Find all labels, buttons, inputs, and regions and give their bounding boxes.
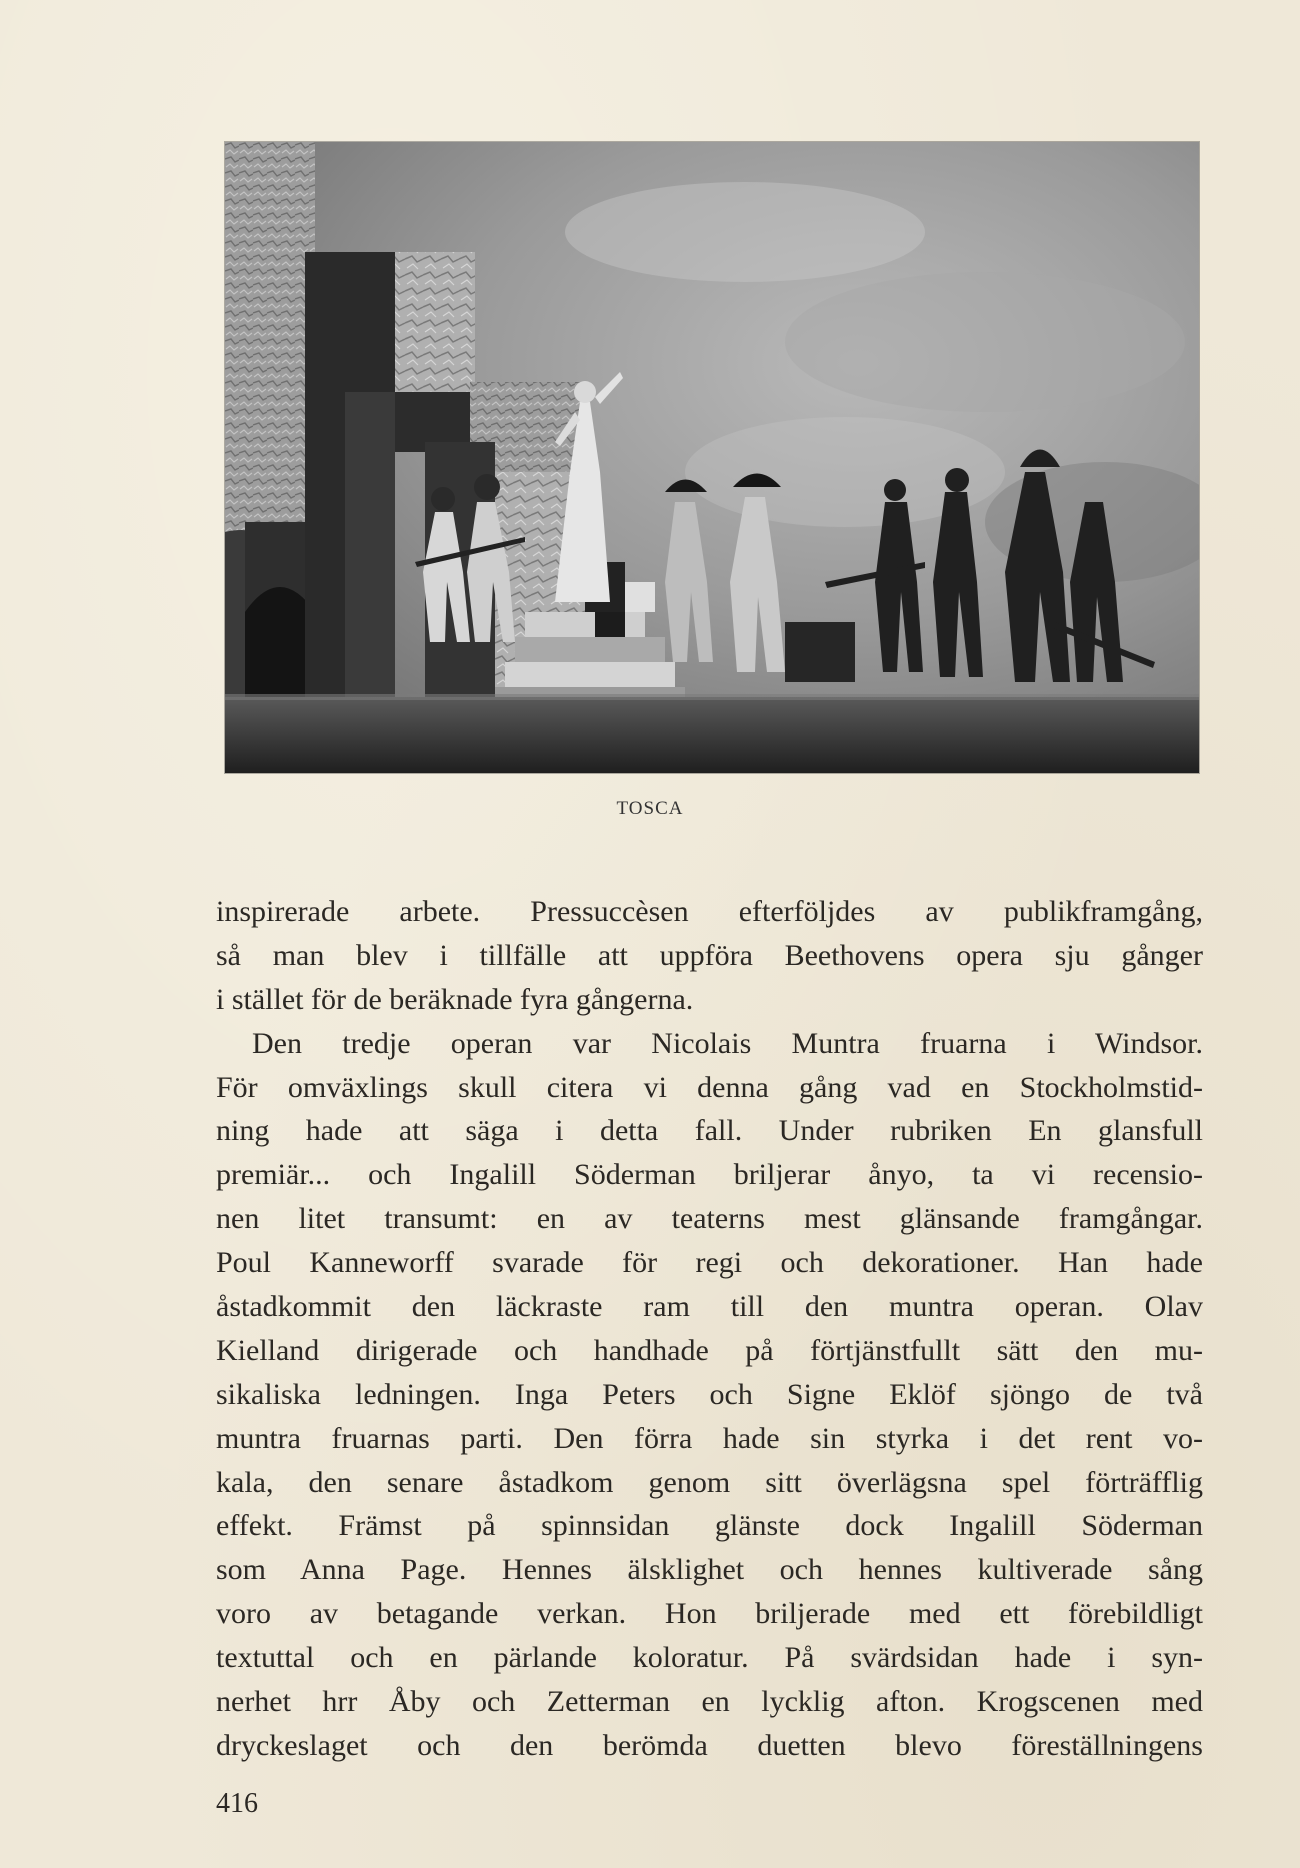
text-line: nerhet hrr Åby och Zetterman en lycklig afton. Krogscenen med	[216, 1685, 1203, 1719]
text-line: ning hade att säga i detta fall. Under rubriken En glansfull	[216, 1114, 1203, 1148]
body-text	[216, 890, 1203, 1768]
text-line: Poul Kanneworff svarade för regi och dekorationer. Han hade	[216, 1246, 1203, 1280]
text-line: effekt. Främst på spinnsidan glänste dock Ingalill Söderman	[216, 1509, 1203, 1543]
text-line: inspirerade arbete. Pressuccèsen efterföljdes av publikframgång,	[216, 895, 1203, 928]
stage-photograph-drawing	[225, 142, 1199, 773]
text-line: muntra fruarnas parti. Den förra hade sin styrka i det rent vo-	[216, 1421, 1203, 1455]
text-line: Den tredje operan var Nicolais Muntra fruarna i Windsor.	[252, 1026, 1203, 1060]
text-line: som Anna Page. Hennes älsklighet och hennes kultiverade sång	[216, 1553, 1203, 1587]
text-line: kala, den senare åstadkom genom sitt överlägsna spel förträfflig	[216, 1465, 1203, 1499]
text-line: voro av betagande verkan. Hon briljerade med ett förebildligt	[216, 1597, 1203, 1631]
text-line: nen litet transumt: en av teaterns mest glänsande framgångar.	[216, 1202, 1203, 1236]
text-line: sikaliska ledningen. Inga Peters och Signe Eklöf sjöngo de två	[216, 1377, 1203, 1411]
text-line: För omväxlings skull citera vi denna gång vad en Stockholmstid-	[216, 1070, 1203, 1104]
figure-caption: TOSCA	[616, 798, 684, 819]
text-line: dryckeslaget och den berömda duetten blevo föreställningens	[216, 1728, 1203, 1762]
text-line: Kielland dirigerade och handhade på förtjänstfullt sätt den mu-	[216, 1333, 1203, 1367]
text-line: så man blev i tillfälle att uppföra Beethovens opera sju gånger	[216, 938, 1203, 972]
page-number: 416	[216, 1788, 258, 1819]
text-line: textuttal och en pärlande koloratur. På svärdsidan hade i syn-	[216, 1641, 1203, 1675]
stage-photograph	[225, 142, 1199, 773]
text-line: i stället för de beräknade fyra gångerna.	[216, 982, 694, 1016]
text-line: åstadkommit den läckraste ram till den muntra operan. Olav	[216, 1290, 1203, 1324]
text-line: premiär... och Ingalill Söderman briljerar ånyo, ta vi recensio-	[216, 1158, 1203, 1192]
